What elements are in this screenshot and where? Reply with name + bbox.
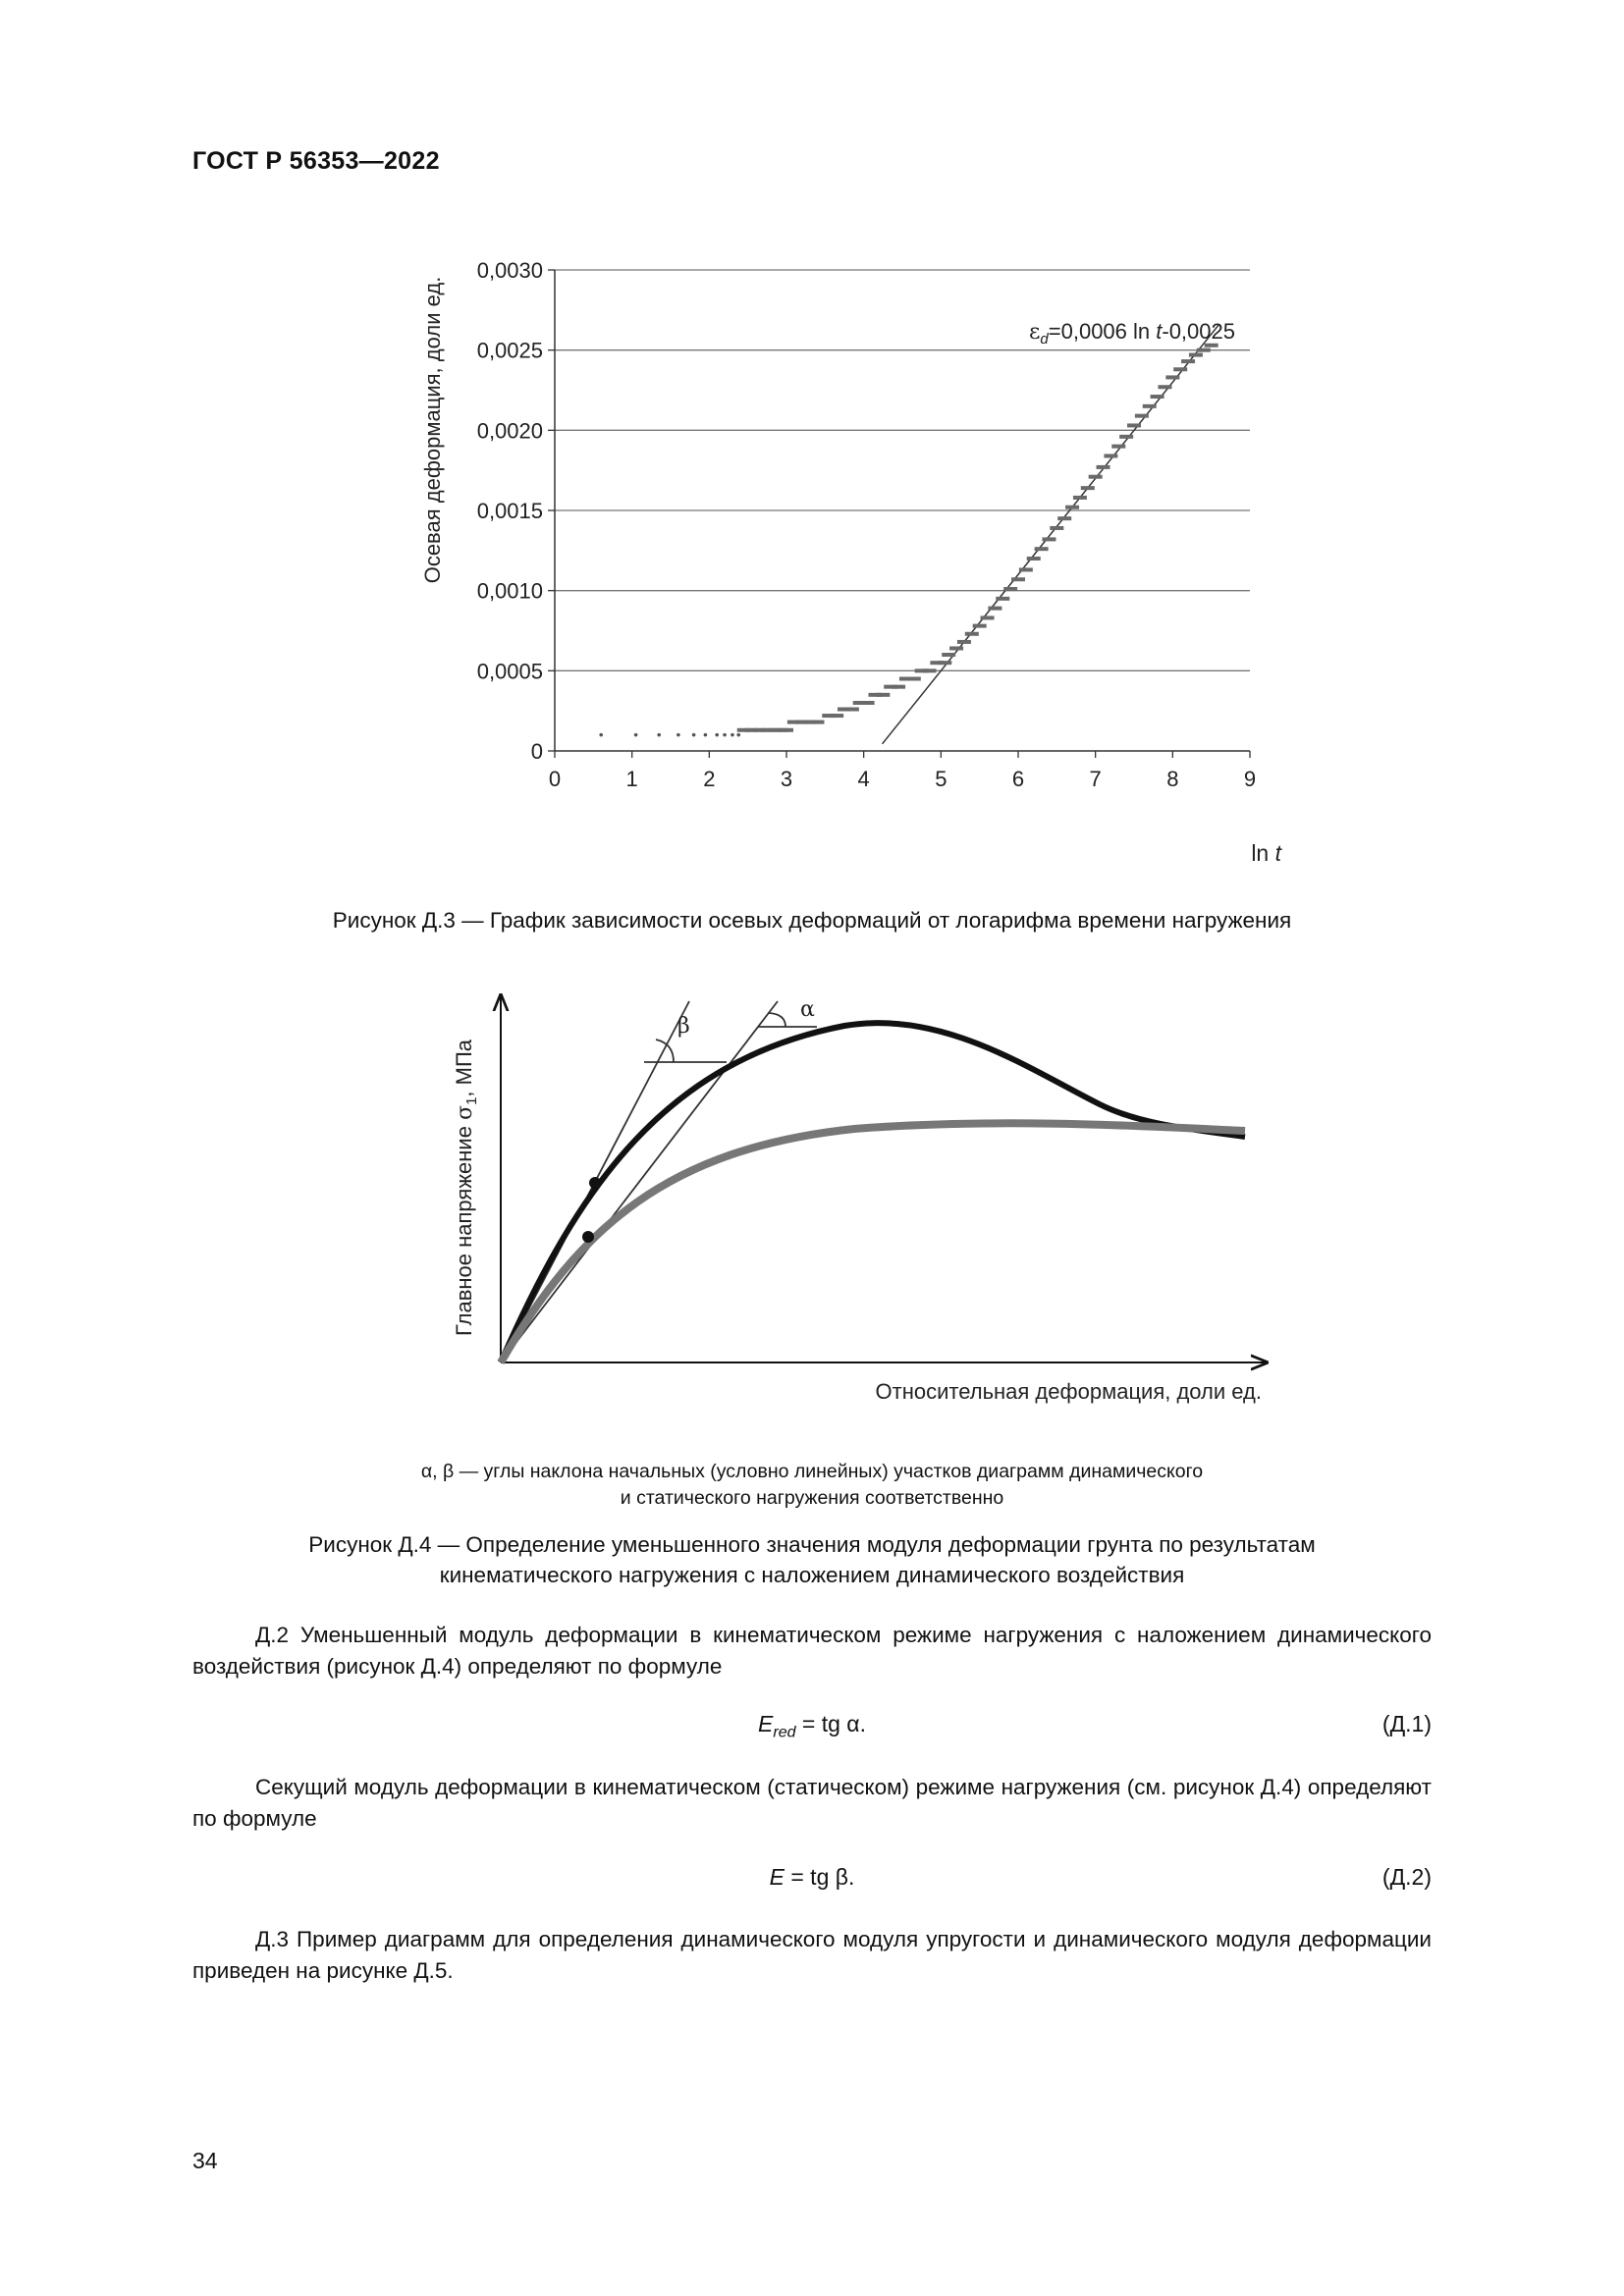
data-point (1143, 404, 1157, 408)
y-tick-label: 0,0030 (476, 258, 543, 283)
data-point (965, 632, 979, 636)
data-point (1165, 375, 1179, 379)
x-tick-label: 2 (703, 767, 716, 791)
tangent-line-alpha (501, 1001, 778, 1362)
data-point (1050, 526, 1063, 530)
data-points (599, 344, 1218, 737)
paragraph-text: Д.2 Уменьшенный модуль деформации в кинематическом режиме нагружения с наложением динамического воздействия (рисунок Д.4) определяют по формуле (192, 1623, 1432, 1679)
data-point (1151, 395, 1164, 399)
data-point (1111, 445, 1125, 449)
data-point (657, 733, 661, 737)
formula-rhs: = tg β. (784, 1864, 855, 1890)
data-point (892, 685, 905, 689)
document-header: ГОСТ Р 56353—2022 (192, 147, 440, 175)
y-tick-label: 0,0010 (476, 578, 543, 604)
data-point (677, 733, 680, 737)
data-point (634, 733, 638, 737)
data-point (1127, 423, 1141, 427)
y-axis-label: Главное напряжение $\sigma_1$, МПа (452, 1039, 480, 1337)
y-tick-label: 0 (530, 739, 543, 764)
data-point (736, 733, 740, 737)
data-point (1073, 496, 1087, 500)
regression-equation: $\varepsilon_d=0,0006$ ln t-0,0025 (1029, 319, 1235, 347)
figure-d3-caption: Рисунок Д.3 — График зависимости осевых деформаций от логарифма времени нагружения (332, 908, 1292, 933)
data-point (907, 677, 921, 681)
data-point (1135, 414, 1149, 418)
page-number: 34 (192, 2148, 218, 2173)
formula-d2 (0, 1864, 1624, 1891)
dynamic-curve-point (582, 1231, 594, 1243)
figure-d4-note (0, 1459, 1624, 1512)
figure-d4-caption (0, 1529, 1624, 1590)
formula-d1 (0, 1711, 1624, 1742)
note-line: α, β — углы наклона начальных (условно линейных) участков диаграмм динамического (420, 1461, 1204, 1482)
y-tick-label: 0,0015 (476, 499, 543, 523)
paragraph-d3 (192, 1924, 1432, 1987)
data-point (973, 624, 987, 628)
paragraph-d2 (192, 1620, 1432, 1682)
data-point (957, 640, 971, 644)
formula-variable: E (769, 1864, 785, 1890)
data-point (731, 733, 734, 737)
x-tick-label: 5 (935, 767, 947, 791)
data-point (1065, 506, 1079, 509)
formula-number-d1: (Д.1) (1381, 1711, 1432, 1736)
data-point (949, 646, 963, 650)
data-point (780, 728, 793, 732)
x-tick-label: 1 (625, 767, 638, 791)
x-axis-label: ln t (1251, 840, 1281, 866)
paragraph-text: Секущий модуль деформации в кинематическом (статическом) режиме нагружения (см. рисунок Д.4) определяют по формуле (192, 1775, 1432, 1831)
data-point (1181, 359, 1195, 363)
y-tick-label: 0,0005 (476, 659, 543, 684)
x-tick-label: 9 (1243, 767, 1257, 791)
data-point (845, 708, 859, 712)
data-point (704, 733, 708, 737)
y-axis-label: Осевая деформация, доли ед. (420, 276, 445, 584)
data-point (715, 733, 719, 737)
paragraph-secant-modulus (192, 1772, 1432, 1835)
dynamic-loading-curve (501, 1123, 1245, 1362)
x-axis-label: Относительная деформация, доли ед. (875, 1379, 1262, 1404)
data-point (1104, 454, 1117, 457)
static-loading-curve (501, 1023, 1245, 1362)
data-point (723, 733, 727, 737)
static-curve-point (589, 1177, 601, 1189)
formula-number-d2: (Д.2) (1381, 1864, 1432, 1890)
caption-line: Рисунок Д.4 — Определение уменьшенного значения модуля деформации грунта по результатам (308, 1532, 1316, 1557)
data-point (1019, 567, 1033, 571)
data-point (1097, 465, 1110, 469)
x-tick-label: 4 (857, 767, 870, 791)
x-tick-label: 8 (1166, 767, 1179, 791)
data-point (810, 721, 824, 724)
data-point (981, 615, 995, 619)
data-point (1173, 367, 1187, 371)
data-point (861, 701, 875, 705)
data-point (599, 733, 603, 737)
data-point (942, 653, 955, 657)
x-tick-label: 3 (780, 767, 793, 791)
data-point (1011, 577, 1025, 581)
data-point (938, 661, 951, 665)
data-point (1057, 516, 1071, 520)
figure-d3-chart (393, 236, 1326, 874)
data-point (1158, 385, 1171, 389)
angle-beta-label: β (677, 1014, 690, 1039)
data-point (692, 733, 696, 737)
figure-d4-diagram (432, 982, 1296, 1414)
formula-subscript: red (773, 1724, 796, 1741)
data-point (1189, 353, 1203, 357)
data-point (988, 607, 1001, 611)
y-tick-label: 0,0020 (476, 418, 543, 444)
data-point (923, 668, 937, 672)
formula-variable: E (758, 1711, 774, 1736)
note-line: и статического нагружения соответственно (620, 1487, 1004, 1509)
data-point (1042, 537, 1056, 541)
x-tick-label: 0 (548, 767, 562, 791)
data-point (1003, 587, 1017, 591)
data-point (1027, 557, 1041, 561)
data-point (1197, 348, 1211, 352)
caption-line: кинематического нагружения с наложением динамического воздействия (439, 1563, 1185, 1587)
data-point (996, 597, 1009, 601)
data-point (1035, 547, 1049, 551)
data-point (1205, 344, 1218, 347)
paragraph-text: Д.3 Пример диаграмм для определения динамического модуля упругости и динамического модуля деформации приведен на рисунке Д.5. (192, 1927, 1432, 1983)
angle-alpha-label: α (800, 997, 815, 1022)
x-tick-label: 7 (1089, 767, 1102, 791)
data-point (830, 714, 843, 718)
formula-rhs: = tg α. (795, 1711, 866, 1736)
data-point (876, 693, 890, 697)
data-point (1119, 435, 1133, 439)
x-tick-label: 6 (1011, 767, 1025, 791)
angle-alpha-arc (769, 1013, 785, 1027)
data-point (1081, 486, 1095, 490)
data-point (1089, 475, 1103, 479)
x-tick-labels (549, 767, 1256, 791)
y-tick-labels (477, 258, 543, 764)
y-tick-label: 0,0025 (476, 338, 543, 363)
